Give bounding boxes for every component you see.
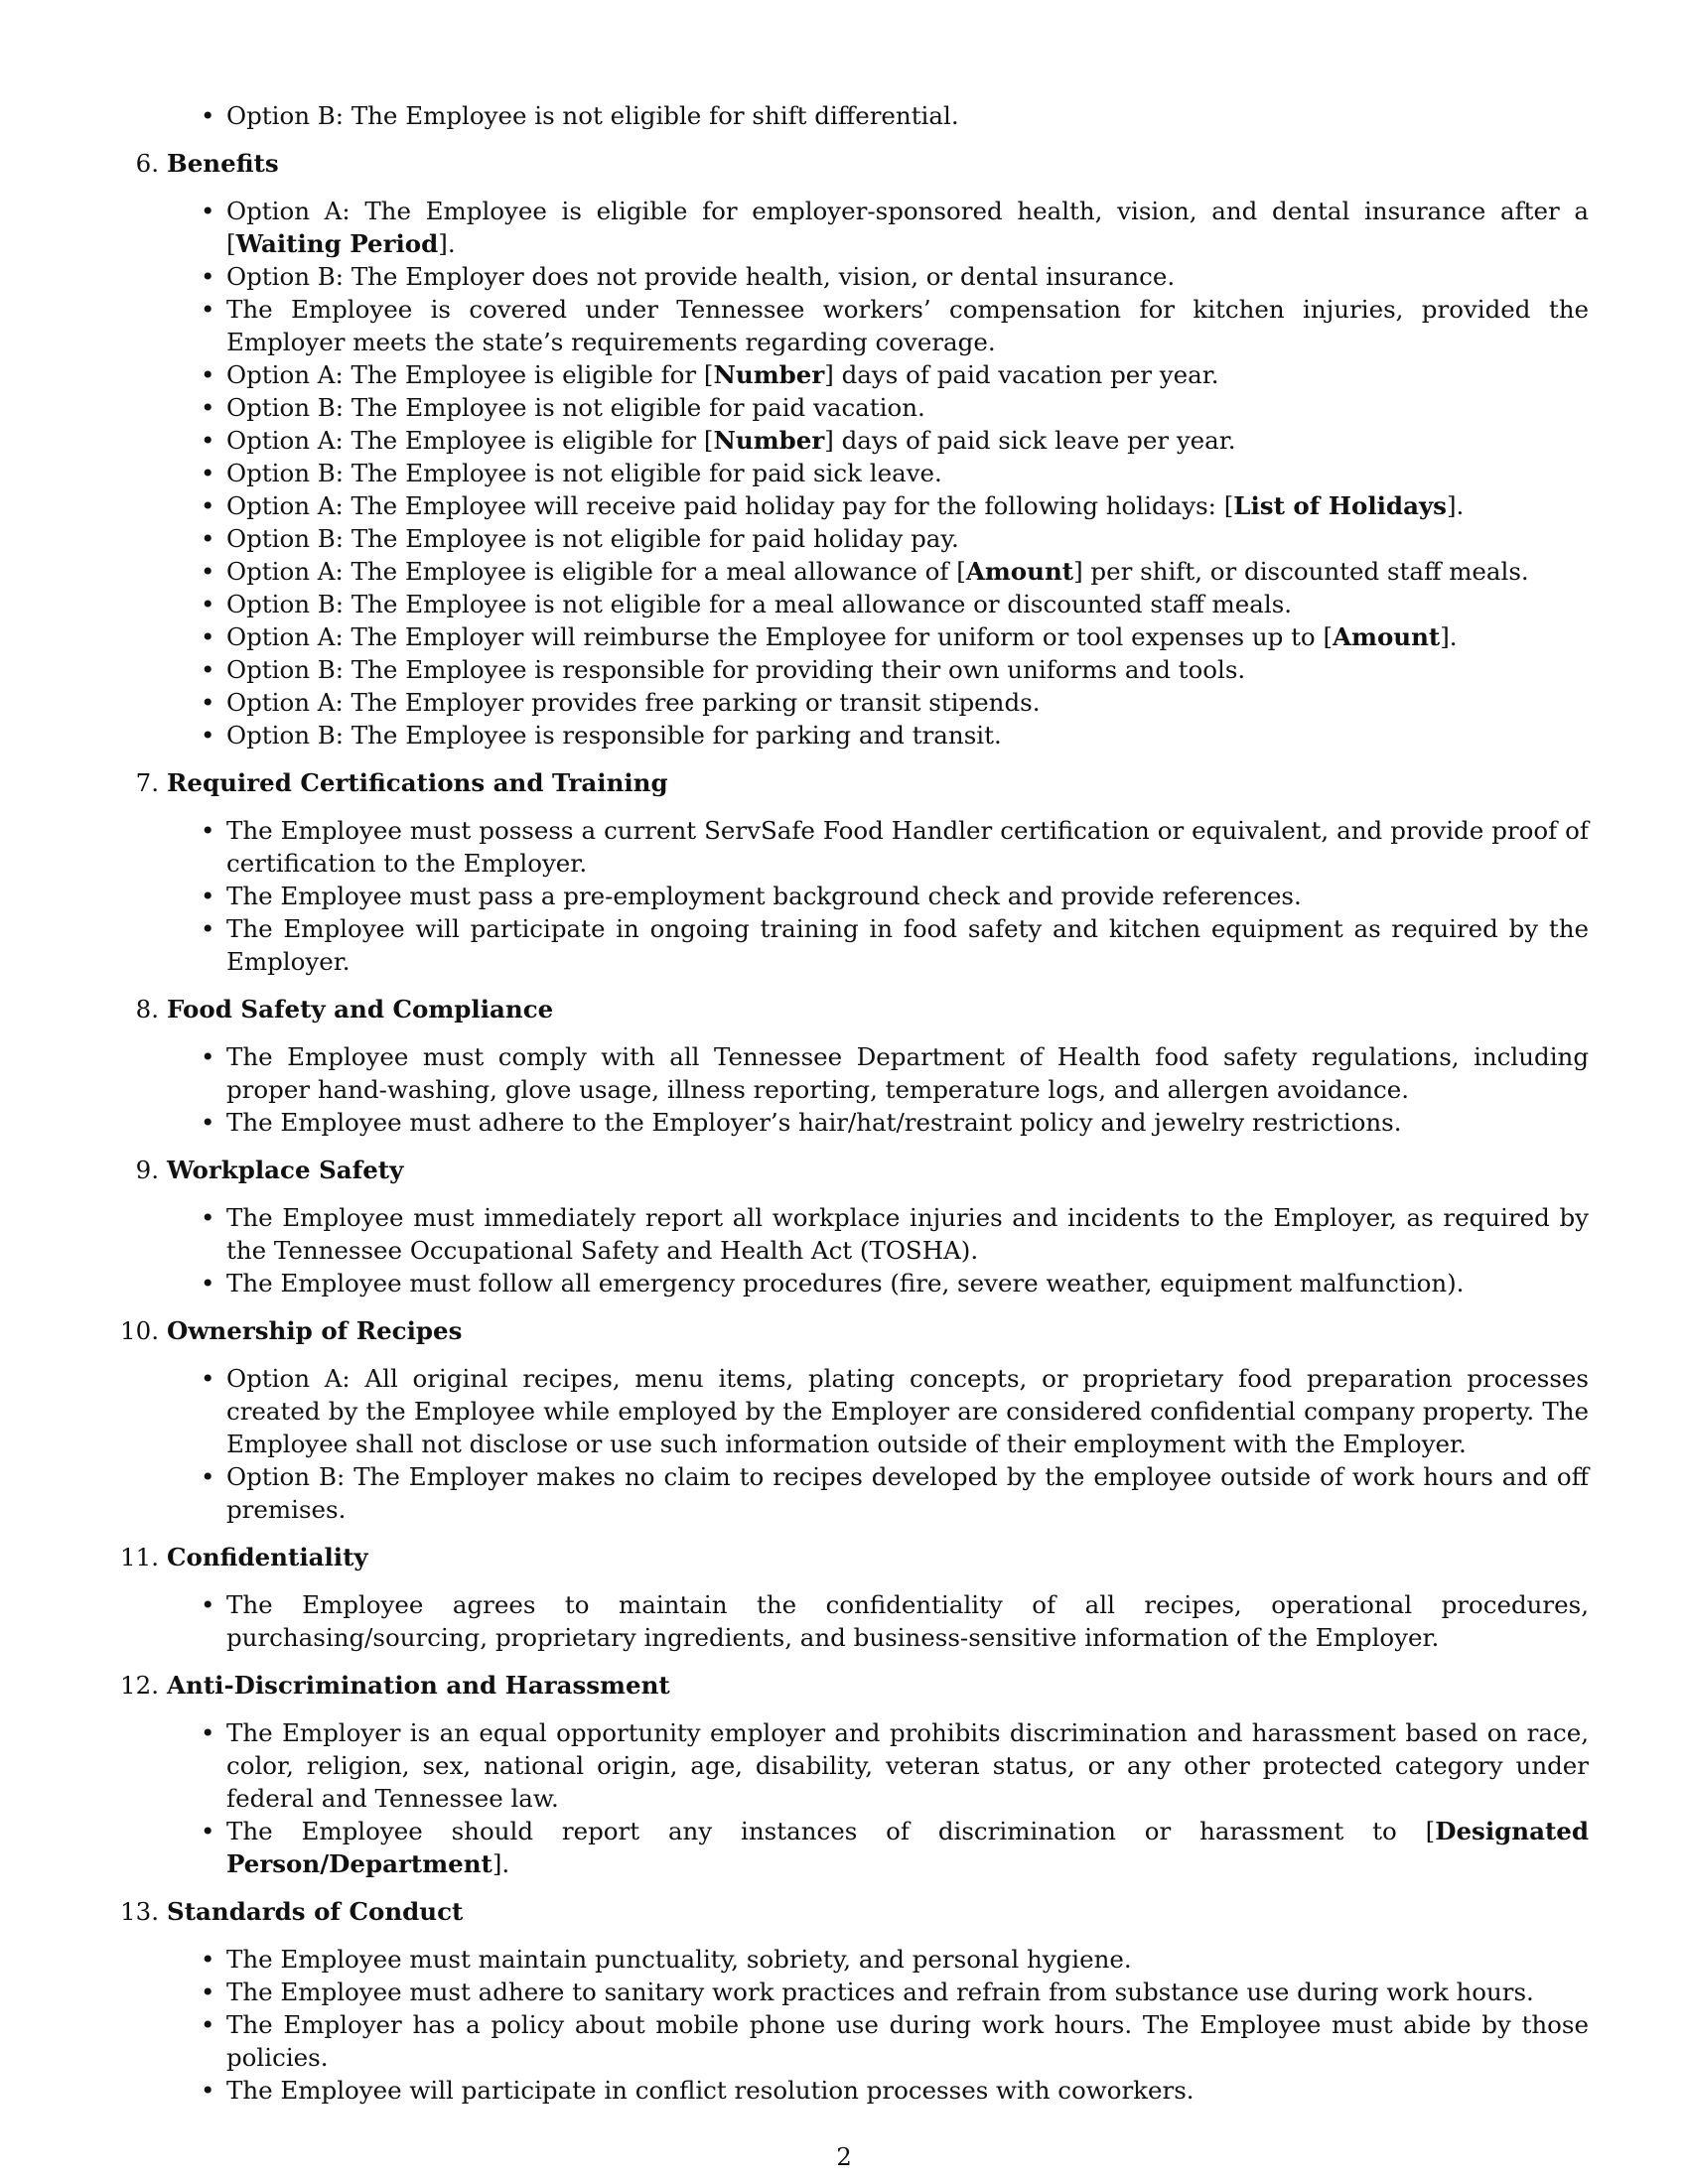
placeholder-field: Amount [1333,622,1441,651]
section-6 [119,147,1589,751]
list-item [226,588,1589,620]
section-title: Confidentiality [167,1543,368,1571]
text-run: The Employee should report any instances of discrimination or harassment to [ [226,1817,1436,1845]
section-number: 7. [135,768,159,797]
text-run: Option A: All original recipes, menu items, plating concepts, or proprietary food preparation processes created by the Employee while employed by the Employer are considered confidential company property. The Employee shall not disclose or use such information outside of their employment with the Employer. [226,1364,1589,1458]
list-item [226,1201,1589,1267]
section-heading [119,1154,1589,1186]
section-8 [119,993,1589,1139]
text-run: Option A: The Employee is eligible for employer-sponsored health, vision, and dental insurance after a [ [226,197,1589,258]
list-item [226,1460,1589,1526]
section-title: Standards of Conduct [167,1897,464,1926]
text-run: ] days of paid vacation per year. [824,360,1219,389]
text-run: ] days of paid sick leave per year. [824,426,1236,455]
list-item [226,686,1589,719]
bullet-list [226,1362,1589,1526]
list-item [226,260,1589,293]
list-item [226,1943,1589,1976]
bullet-list [226,1040,1589,1139]
text-run: ]. [1440,622,1458,651]
text-run: The Employer is an equal opportunity employer and prohibits discrimination and harassment based on race, color, religion, sex, national origin, age, disability, veteran status, or any other protected category under federal and Tennessee law. [226,1718,1589,1813]
section-title: Workplace Safety [167,1156,404,1184]
text-run: Option B: The Employee is not eligible for a meal allowance or discounted staff meals. [226,590,1293,618]
list-item [226,457,1589,489]
list-item [226,1716,1589,1815]
text-run: Option B: The Employee is responsible for providing their own uniforms and tools. [226,655,1246,684]
list-item [226,522,1589,555]
placeholder-field: List of Holidays [1233,491,1447,520]
placeholder-field: Waiting Period [235,229,439,258]
section-number: 11. [120,1543,159,1571]
text-run: The Employee must follow all emergency procedures (fire, severe weather, equipment malfunction). [226,1269,1465,1297]
text-run: ] per shift, or discounted staff meals. [1073,557,1529,586]
bullet-list [226,1716,1589,1880]
list-item [226,1106,1589,1139]
list-item [226,1362,1589,1460]
section-heading [119,993,1589,1025]
placeholder-field: Designated Person/Department [226,1817,1589,1878]
section-title: Ownership of Recipes [167,1316,463,1345]
continued-bullet-list [226,99,1589,132]
text-run: Option B: The Employee is not eligible for paid holiday pay. [226,524,959,553]
section-number: 12. [120,1671,159,1700]
text-run: The Employee agrees to maintain the confidentiality of all recipes, operational procedures, purchasing/sourcing, proprietary ingredients, and business-sensitive information of the Employer. [226,1590,1589,1652]
text-run: The Employee must immediately report all workplace injuries and incidents to the Employer, as required by the Tennessee Occupational Safety and Health Act (TOSHA). [226,1203,1589,1265]
list-item [226,620,1589,653]
bullet-list [226,1943,1589,2107]
section-heading [119,1314,1589,1347]
section-number: 13. [120,1897,159,1926]
list-item [226,1815,1589,1880]
text-run: ]. [492,1849,510,1878]
text-run: The Employee must maintain punctuality, sobriety, and personal hygiene. [226,1945,1132,1974]
text-run: The Employer has a policy about mobile phone use during work hours. The Employee must abide by those policies. [226,2010,1589,2072]
list-item [226,1588,1589,1654]
section-heading [119,147,1589,180]
text-run: ]. [438,229,456,258]
section-number: 9. [135,1156,159,1184]
text-run: Option A: The Employer will reimburse the Employee for uniform or tool expenses up to [ [226,622,1334,651]
list-item [226,912,1589,978]
text-run: Option A: The Employee will receive paid holiday pay for the following holidays: [ [226,491,1234,520]
section-heading [119,1541,1589,1573]
section-12 [119,1669,1589,1880]
section-title: Anti-Discrimination and Harassment [167,1671,670,1700]
text-run: Option B: The Employee is not eligible for paid vacation. [226,393,925,422]
list-item [226,391,1589,424]
text-run: The Employee must adhere to the Employer’s hair/hat/restraint policy and jewelry restrictions. [226,1108,1402,1137]
section-heading [119,766,1589,799]
bullet-list [226,1588,1589,1654]
bullet-list [226,814,1589,978]
text-run: ]. [1446,491,1465,520]
text-run: Option B: The Employee is not eligible for paid sick leave. [226,459,942,487]
text-run: The Employee must comply with all Tennessee Department of Health food safety regulations, including proper hand-washing, glove usage, illness reporting, temperature logs, and allergen avoidance. [226,1042,1589,1104]
placeholder-field: Number [713,360,825,389]
section-9 [119,1154,1589,1299]
list-item [226,555,1589,588]
section-13 [119,1895,1589,2107]
section-11 [119,1541,1589,1654]
section-number: 6. [135,149,159,178]
list-item [226,719,1589,751]
list-item [226,1267,1589,1299]
list-item [226,489,1589,522]
text-run: Option A: The Employee is eligible for a meal allowance of [ [226,557,966,586]
text-run: Option A: The Employer provides free parking or transit stipends. [226,688,1041,717]
text-run: Option A: The Employee is eligible for [ [226,426,714,455]
section-10 [119,1314,1589,1526]
list-item [226,1040,1589,1106]
text-run: Option B: The Employer does not provide health, vision, or dental insurance. [226,262,1176,291]
section-7 [119,766,1589,978]
bullet-list [226,195,1589,751]
bullet-list [226,1201,1589,1299]
section-title: Food Safety and Compliance [167,995,554,1024]
text-run: The Employee is covered under Tennessee workers’ compensation for kitchen injuries, provided the Employer meets the state’s requirements regarding coverage. [226,295,1589,356]
page-number: 2 [836,2142,852,2171]
list-item [226,653,1589,686]
list-item [226,2008,1589,2074]
section-heading [119,1669,1589,1702]
placeholder-field: Number [713,426,825,455]
list-item [226,880,1589,912]
section-number: 8. [135,995,159,1024]
list-item [226,814,1589,880]
text-run: The Employee will participate in conflict resolution processes with coworkers. [226,2076,1195,2105]
list-item [226,424,1589,457]
text-run: The Employee will participate in ongoing training in food safety and kitchen equipment as required by the Employer. [226,914,1589,976]
section-heading [119,1895,1589,1928]
section-number: 10. [120,1316,159,1345]
list-item [226,293,1589,358]
section-title: Required Certifications and Training [167,768,668,797]
text-run: Option A: The Employee is eligible for [ [226,360,714,389]
text-run: Option B: The Employee is responsible for parking and transit. [226,721,1002,750]
section-title: Benefits [167,149,279,178]
list-item: • Option B: The Employee is not eligible for shift differential. [226,99,1589,132]
list-item [226,195,1589,260]
text-run: Option B: The Employer makes no claim to recipes developed by the employee outside of work hours and off premises. [226,1462,1589,1524]
list-item [226,358,1589,391]
list-item [226,2074,1589,2107]
text-run: The Employee must pass a pre-employment background check and provide references. [226,882,1302,910]
section-list [119,147,1589,2107]
text-run: The Employee must adhere to sanitary work practices and refrain from substance use during work hours. [226,1978,1534,2006]
text-run: The Employee must possess a current ServSafe Food Handler certification or equivalent, and provide proof of certification to the Employer. [226,816,1589,878]
list-item [226,1976,1589,2008]
placeholder-field: Amount [965,557,1074,586]
document-body [119,99,1589,2121]
